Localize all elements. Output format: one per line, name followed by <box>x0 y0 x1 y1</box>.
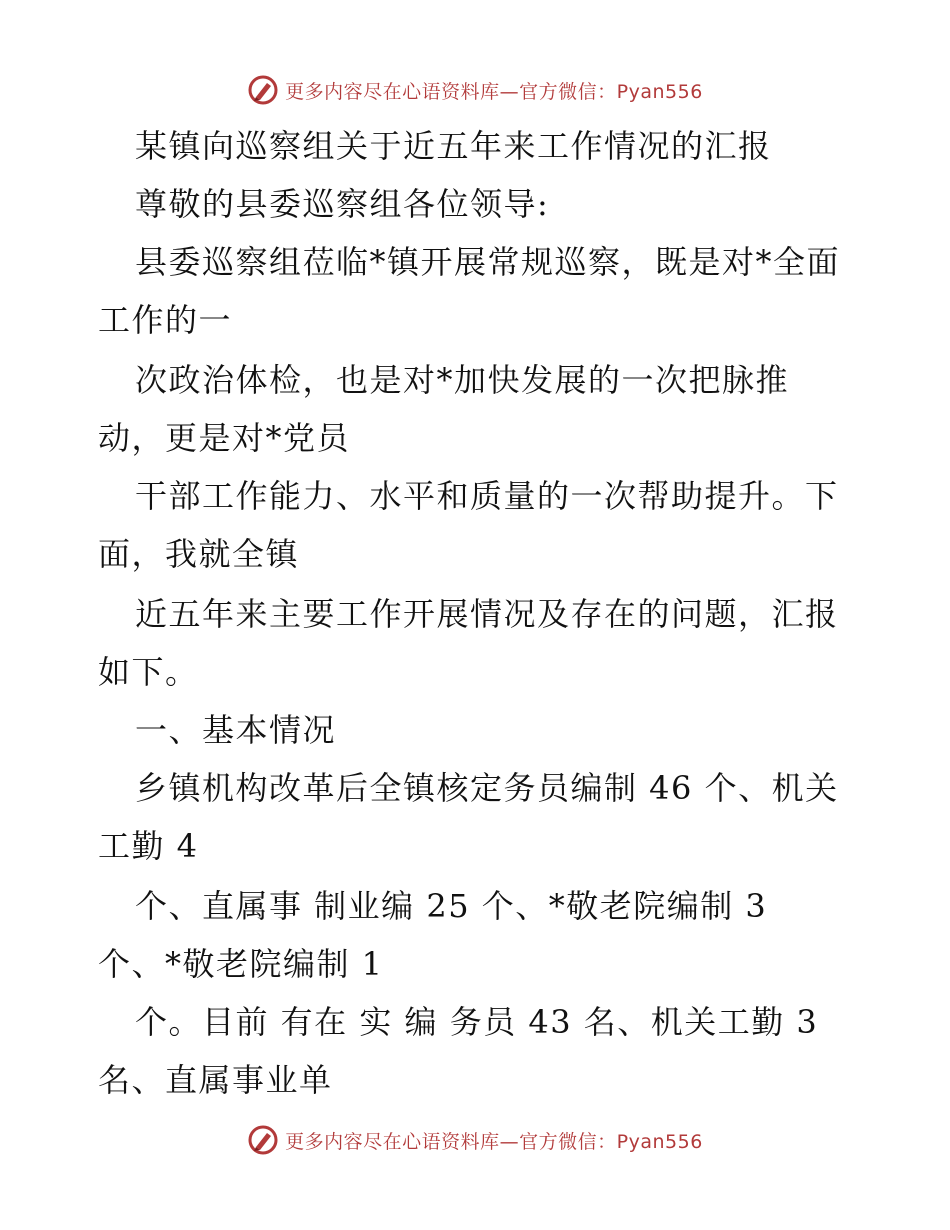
watermark-text: 更多内容尽在心语资料库—官方微信：Pyan556 <box>285 1130 703 1153</box>
paragraph-line: 如下。 <box>98 653 199 691</box>
paragraph-line: 个、直属事 制业编 25 个、*敬老院编制 3 <box>135 887 768 925</box>
pen-logo-icon <box>247 74 279 106</box>
paragraph-line: 次政治体检，也是对*加快发展的一次把脉推 <box>135 361 790 399</box>
document-title: 某镇向巡察组关于近五年来工作情况的汇报 <box>135 127 772 165</box>
paragraph-line: 工勤 4 <box>98 827 199 865</box>
watermark-header <box>0 70 950 110</box>
paragraph-line: 面，我就全镇 <box>98 535 300 573</box>
paragraph-line: 个。目前 有在 实 编 务员 43 名、机关工勤 3 <box>135 1003 819 1041</box>
section-heading: 一、基本情况 <box>135 711 337 749</box>
watermark-text: 更多内容尽在心语资料库—官方微信：Pyan556 <box>285 80 703 103</box>
paragraph-line: 乡镇机构改革后全镇核定务员编制 46 个、机关 <box>135 769 839 807</box>
paragraph-line: 县委巡察组莅临*镇开展常规巡察，既是对*全面 <box>135 243 841 281</box>
paragraph-line: 干部工作能力、水平和质量的一次帮助提升。下 <box>135 477 839 515</box>
paragraph-line: 动，更是对*党员 <box>98 419 351 457</box>
watermark-footer <box>0 1120 950 1160</box>
paragraph-line: 工作的一 <box>98 301 233 339</box>
pen-logo-icon <box>247 1124 279 1156</box>
paragraph-line: 个、*敬老院编制 1 <box>98 945 384 983</box>
paragraph-line: 近五年来主要工作开展情况及存在的问题，汇报 <box>135 595 839 633</box>
paragraph-line: 名、直属事业单 <box>98 1061 333 1099</box>
salutation: 尊敬的县委巡察组各位领导: <box>135 185 550 223</box>
